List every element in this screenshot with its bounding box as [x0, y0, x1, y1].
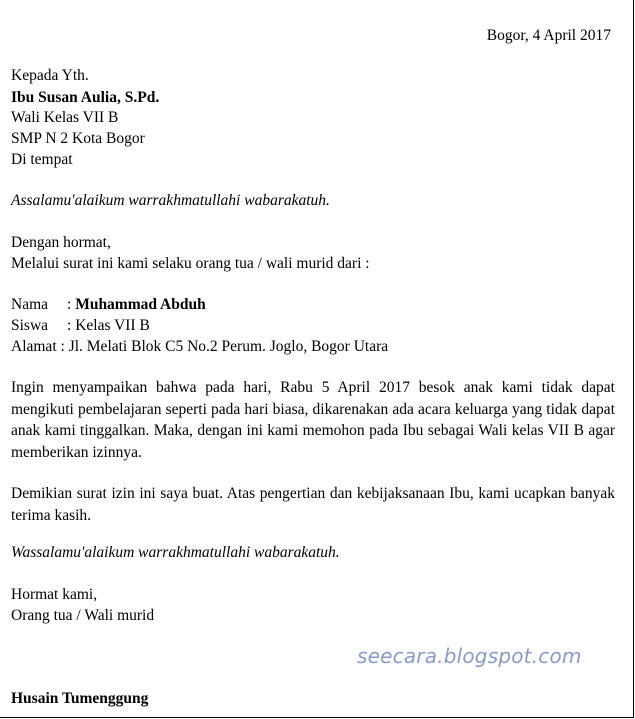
recipient-place: Di tempat: [11, 151, 73, 168]
signoff-line-1: Hormat kami,: [11, 586, 98, 603]
closing-paragraph: Demikian surat izin ini saya buat. Atas pengertian dan kebijaksanaan Ibu, kami ucapkan banyak terima kasih.: [11, 485, 615, 524]
student-class-row: [11, 316, 150, 336]
student-name-value: Muhammad Abduh: [75, 296, 206, 313]
student-address-label: Alamat: [11, 338, 57, 355]
colon: :: [67, 317, 76, 334]
colon: :: [56, 338, 69, 355]
student-address-value: Jl. Melati Blok C5 No.2 Perum. Joglo, Bogor Utara: [68, 338, 389, 355]
body-paragraph: Ingin menyampaikan bahwa pada hari, Rabu 5 April 2017 besok anak kami tidak dapat mengikuti pembelajaran seperti pada hari biasa, dikarenakan ada acara keluarga yang tidak dapat anak kami tinggalkan. Maka, dengan ini kami memohon pada Ibu sebagai Wali kelas VII B agar memberikan izinnya.: [11, 379, 615, 461]
student-class-value: Kelas VII B: [75, 317, 150, 334]
signoff-line-2: Orang tua / Wali murid: [11, 607, 155, 624]
student-class-label: Siswa: [11, 317, 49, 334]
letter-date: Bogor, 4 April 2017: [486, 27, 611, 44]
student-name-row: [11, 295, 206, 315]
student-name-label: Nama: [11, 296, 49, 313]
opening-line-2: Melalui surat ini kami selaku orang tua / wali murid dari :: [11, 255, 370, 272]
recipient-name: Ibu Susan Aulia, S.Pd.: [11, 89, 160, 106]
blog-watermark: seecara.blogspot.com: [357, 644, 582, 668]
opening-line-1: Dengan hormat,: [11, 234, 111, 251]
colon: :: [67, 296, 76, 313]
student-address-row: [11, 337, 388, 357]
recipient-position: Wali Kelas VII B: [11, 109, 119, 126]
greeting: Assalamu'alaikum warrakhmatullahi wabarakatuh.: [11, 192, 330, 209]
farewell: Wassalamu'alaikum warrakhmatullahi wabarakatuh.: [11, 544, 340, 561]
recipient-school: SMP N 2 Kota Bogor: [11, 130, 145, 147]
recipient-salutation: Kepada Yth.: [11, 67, 89, 84]
signer-name: Husain Tumenggung: [11, 690, 149, 707]
